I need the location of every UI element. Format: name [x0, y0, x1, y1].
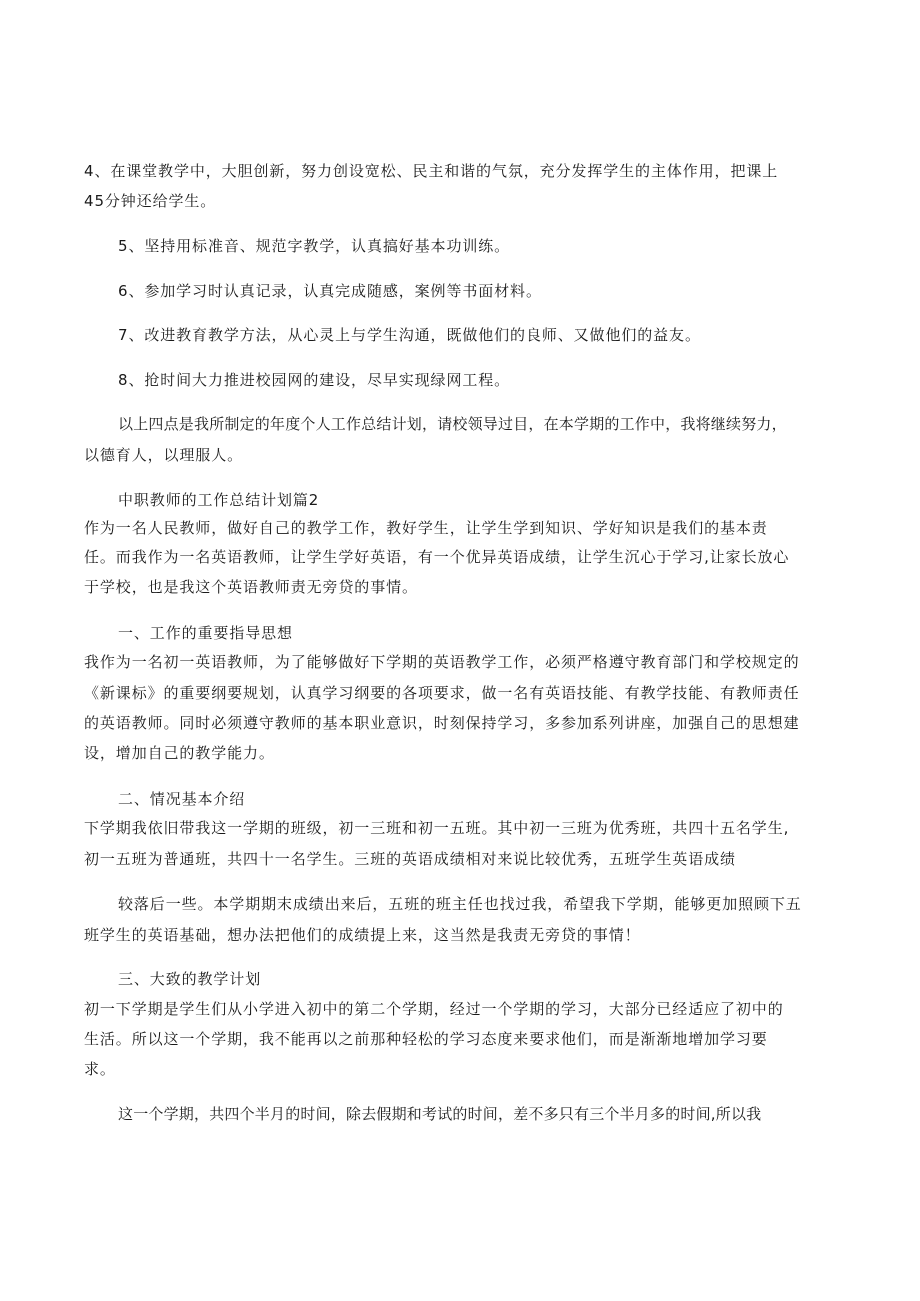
section2-para2-line1: 较落后一些。本学期期末成绩出来后，五班的班主任也找过我，希望我下学期，能够更加照顾下五 — [118, 895, 802, 913]
intro-line2: 任。而我作为一名英语教师，让学生学好英语，有一个优异英语成绩，让学生沉心于学习,让家长放心 — [84, 548, 790, 566]
section1-line1: 我作为一名初一英语教师，为了能够做好下学期的英语教学工作，必须严格遵守教育部门和学校规定的 — [84, 653, 800, 671]
section2-line1: 下学期我依旧带我这一学期的班级，初一三班和初一五班。其中初一三班为优秀班，共四十五名学生, — [84, 819, 790, 837]
section3-line2: 生活。所以这一个学期，我不能再以之前那种轻松的学习态度来要求他们，而是渐渐地增加学习要 — [84, 1030, 768, 1048]
summary-line1: 以上四点是我所制定的年度个人工作总结计划，请校领导过目，在本学期的工作中，我将继续努力， — [118, 415, 787, 433]
section1-line3: 的英语教师。同时必须遵守教师的基本职业意识，时刻保持学习，多参加系列讲座，加强自己的思想建 — [84, 714, 800, 732]
section3-para2-line1: 这一个学期，共四个半月的时间，除去假期和考试的时间，差不多只有三个半月多的时间,所以我 — [118, 1105, 762, 1123]
section3-heading: 三、大致的教学计划 — [118, 970, 262, 988]
intro-line1: 作为一名人民教师，做好自己的教学工作，教好学生，让学生学到知识、学好知识是我们的基本责 — [84, 519, 768, 537]
list-item-4-line1: 4、在课堂教学中，大胆创新，努力创设宽松、民主和谐的气氛，充分发挥学生的主体作用，把课上 — [84, 162, 779, 180]
intro-line3: 于学校，也是我这个英语教师责无旁贷的事情。 — [84, 578, 418, 596]
section1-line4: 设，增加自己的教学能力。 — [84, 744, 275, 762]
section1-heading: 一、工作的重要指导思想 — [118, 624, 293, 642]
list-item-8: 8、抢时间大力推进校园网的建设，尽早实现绿网工程。 — [118, 371, 511, 389]
section3-line1: 初一下学期是学生们从小学进入初中的第二个学期，经过一个学期的学习，大部分已经适应了初中的 — [84, 1000, 784, 1018]
section2-para2-line2: 班学生的英语基础，想办法把他们的成绩提上来，这当然是我责无旁贷的事情！ — [84, 926, 641, 944]
section3-line3: 求。 — [84, 1060, 116, 1078]
list-item-5: 5、坚持用标准音、规范字教学，认真搞好基本功训练。 — [118, 237, 511, 255]
section2-heading: 二、情况基本介绍 — [118, 790, 246, 808]
list-item-4-line2: 45分钟还给学生。 — [84, 192, 217, 210]
section1-line2: 《新课标》的重要纲要规划，认真学习纲要的各项要求，做一名有英语技能、有教学技能、有教师责任 — [84, 684, 800, 702]
article-title: 中职教师的工作总结计划篇2 — [118, 491, 320, 509]
section2-line2: 初一五班为普通班，共四十一名学生。三班的英语成绩相对来说比较优秀，五班学生英语成绩 — [84, 850, 736, 868]
list-item-6: 6、参加学习时认真记录，认真完成随感，案例等书面材料。 — [118, 282, 542, 300]
list-item-7: 7、改进教育教学方法，从心灵上与学生沟通，既做他们的良师、又做他们的益友。 — [118, 326, 701, 344]
summary-line2: 以德育人，以理服人。 — [84, 446, 244, 464]
